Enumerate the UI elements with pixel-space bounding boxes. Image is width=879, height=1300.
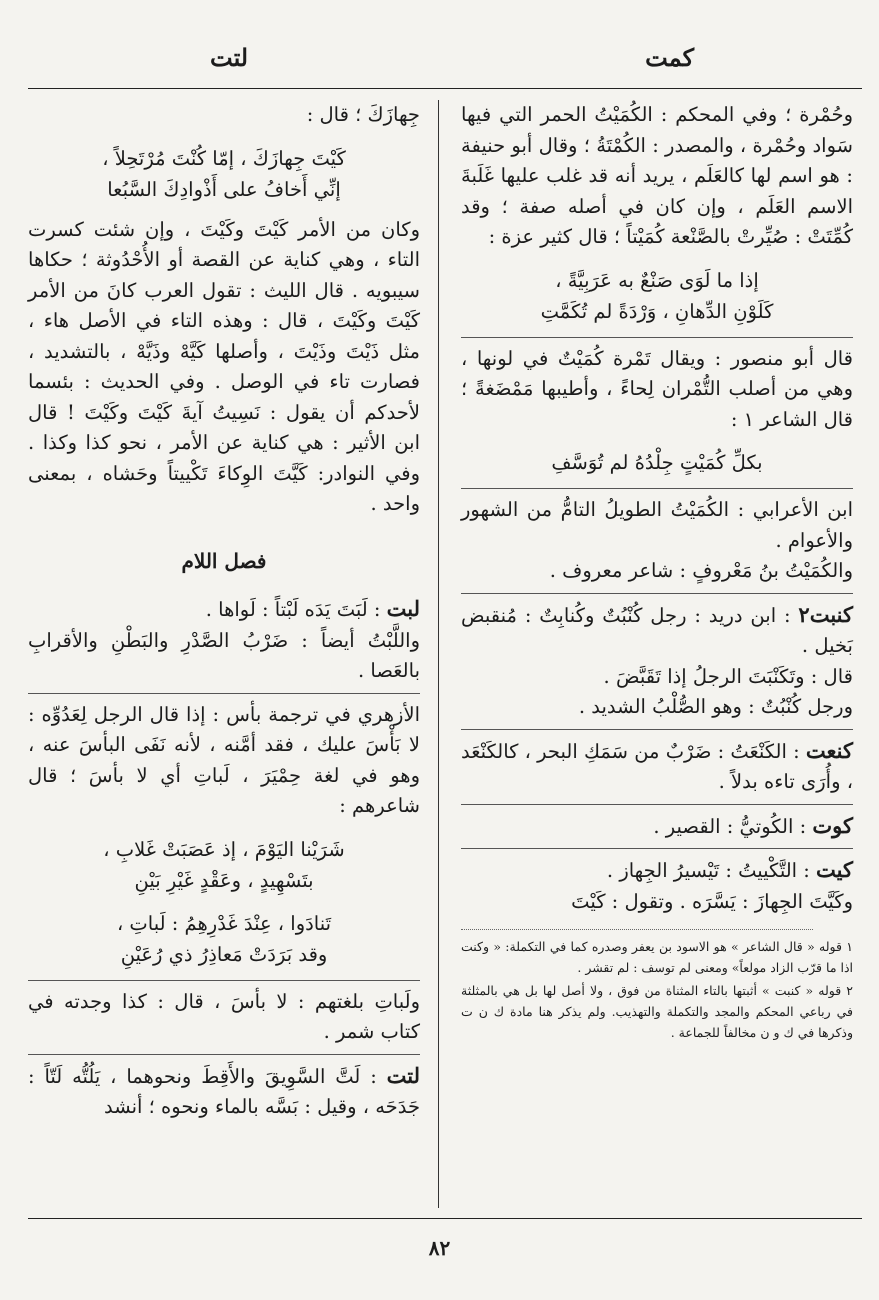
page-number: ٨٢: [428, 1236, 451, 1260]
paragraph: واللَّبْتُ أيضاً : ضَرْبُ الصَّدْرِ والبَطْنِ والأقرابِ بالعَصا .: [28, 628, 420, 682]
entry-root: كنبت٢: [798, 601, 853, 627]
separator-line: [461, 729, 853, 730]
paragraph: ابن الأعرابي : الكُمَيْتُ الطويلُ التامُّ من الشهور والأعوام .: [461, 498, 853, 552]
entry-text: : الكُوتيُّ : القصير .: [653, 814, 813, 838]
separator-line: [28, 980, 420, 981]
paragraph: وحُمْرة ؛ وفي المحكم : الكُمَيْتُ الحمر التي فيها سَواد وحُمْرة ، والمصدر : الكُمْتَةُ ؛ وقال أبو حنيفة : هو اسم لها كالعَلَم ، يريد أنه قد غلب عليها غَلَبةَ الاسم العَلَم ، وإن كان في أصله صفة ؛ وقد كُمِّتَتْ : صُيِّرتْ بالصَّنْعة كُمَيْتاً ؛ قال كثير عزة :: [461, 103, 853, 248]
footnote: ٢ قوله « كنبت » أثبتها بالتاء المثناة من فوق ، ولا أصل لها بل هي بالمثلثة في رباعي المحكم والمجد والتكملة والتهذيب. ولم يذكر هنا مادة ك ن ت وذكرها في ك و ن مخالفاً للجماعة .: [461, 983, 853, 1040]
verse: [28, 834, 420, 896]
verse-line: إذا ما لَوَى صَنْعٌ به عَرَبِيَّةً ،: [555, 268, 759, 292]
dictionary-entry: [461, 600, 853, 662]
verse-line: إنِّي أَخافُ على أَذْوادِكَ السَّبُعا: [107, 177, 341, 201]
dictionary-entry: [28, 1061, 420, 1123]
separator-line: [28, 693, 420, 694]
right-column: [461, 100, 853, 1045]
verse-line: تَنادَوا ، عِنْدَ غَدْرِهِمُ : لَباتِ ،: [116, 911, 332, 935]
entry-text: : لَبَتَ يَدَه لَبْتاً : لَواها .: [205, 598, 387, 621]
verse: [461, 447, 853, 478]
separator-line: [461, 593, 853, 594]
dictionary-entry: [461, 855, 853, 887]
left-column: [28, 100, 420, 1123]
paragraph: قال أبو منصور : ويقال تَمْرة كُمَيْتٌ في لونها ، وهي من أصلب التُّمْران لِحاءً ، وأطيبها مَمْضَغةً ؛ قال الشاعر ١ :: [461, 346, 853, 431]
entry-text: : لَتَّ السَّوِيقَ والأَقِطَ ونحوهما ، يَلُتُّه لَتّاً : جَدَحَه ، وقيل : بَسَّه بالماء ونحوه ؛ أنشد: [28, 1064, 420, 1118]
entry-text: : التَّكْييتُ : تَيْسيرُ الجِهاز .: [606, 859, 817, 882]
separator-line: [461, 337, 853, 338]
footnote-rule: [461, 929, 813, 930]
top-rule: [28, 88, 862, 89]
entry-root: لتت: [386, 1062, 420, 1088]
page-header: [0, 38, 879, 78]
paragraph: وكان من الأمر كَيْتَ وكَيْتَ ، وإن شئت كسرت التاء ، وهي كناية عن القصة أو الأُحْدُوثة ؛ حكاها سيبويه . قال الليث : تقول العرب كانَ من الأمر كَيْتَ وكَيْتَ ، قال : وهذه التاء في الأصل هاء ، مثل ذَيْتَ وذَيْتَ ، وأصلها كَيَّهْ وذَيَّهْ ، بالتشديد ، فصارت تاء في الوصل . وفي الحديث : بئسما لأحدكم أن يقول : نَسِيتُ آيةَ كَيْتَ وكَيْتَ ! قال ابن الأثير : هي كناية عن الأمر ، نحو كذا وكذا . وفي النوادر: كَيَّتَ الوِكاءَ تَكْييتاً وحَشاه ، بمعنى واحد .: [28, 217, 420, 515]
verse-line: كَيْتَ جِهازَكَ ، إمّا كُنْتَ مُرْتَحِلاً ،: [102, 146, 346, 170]
verse: [28, 908, 420, 970]
separator-line: [461, 488, 853, 489]
entry-text: : ابن دريد : رجل كُنْبُتٌ وكُنابِتٌ : مُنقبض بَخيل .: [461, 603, 853, 657]
verse-line: بكلِّ كُمَيْتٍ جِلْدُهُ لم تُوَسَّفِ: [551, 451, 763, 474]
paragraph: الأزهري في ترجمة بأس : إذا قال الرجل لِعَدُوِّه : لا بَأْسَ عليك ، فقد أمَّنه ، لأنه نَفَى البأسَ عنه ، وهو في لغة حِمْيَرَ ، لَباتِ أي لا بأسَ ؛ قال شاعرهم :: [28, 702, 420, 817]
paragraph: ولَباتِ بلغتهم : لا بأسَ ، قال : كذا وجدته في كتاب شمر .: [28, 989, 420, 1043]
paragraph: وكَيَّتَ الجِهازَ : يَسَّرَه . وتقول : كَيْتَ: [571, 889, 853, 913]
paragraph: ورجل كُنْبُتٌ : وهو الصُّلْبُ الشديد .: [578, 695, 853, 718]
column-divider: [438, 100, 439, 1208]
header-right-headword: كمت: [645, 43, 694, 72]
section-title: فصل اللام: [181, 548, 267, 573]
paragraph: جِهازَكَ ؛ قال :: [306, 103, 420, 126]
separator-line: [28, 1054, 420, 1055]
entry-text: : الكَنْعَتُ : ضَرْبٌ من سَمَكِ البحر ، كالكَنْعَد ، وأُرَى تاءه بدلاً .: [461, 739, 853, 793]
paragraph: قال : وتَكَنْبَتَ الرجلُ إذا تَقَبَّضَ .: [603, 664, 853, 688]
verse: [28, 143, 420, 205]
verse: [461, 265, 853, 327]
footnotes: [461, 936, 853, 1043]
dictionary-entry: [461, 736, 853, 798]
verse-line: شَرَيْنا اليَوْمَ ، إذ عَصَبَتْ غَلابِ ،: [103, 837, 345, 861]
entry-root: كوت: [812, 812, 853, 838]
verse-line: وقد بَرَدَتْ مَعاذِرُ ذي رُعَيْنِ: [120, 942, 328, 966]
footnote: ١ قوله « قال الشاعر » هو الاسود بن يعفر وصدره كما في التكملة: « وكنت اذا ما قرّب الزاد مولعاً» ومعنى لم توسف : لم تقشر .: [461, 939, 853, 975]
verse-line: كَلَوْنِ الدِّهانِ ، وَرْدَةً لم تُكَمَّتِ: [540, 299, 774, 323]
header-left-headword: لتت: [210, 43, 249, 72]
paragraph: والكُمَيْتُ بنُ مَعْروفٍ : شاعر معروف .: [549, 559, 853, 582]
separator-line: [461, 804, 853, 805]
bottom-rule: [28, 1218, 862, 1219]
separator-line: [461, 848, 853, 849]
dictionary-entry: [461, 811, 853, 843]
entry-root: كنعت: [805, 737, 853, 763]
dictionary-entry: [28, 594, 420, 626]
entry-root: لبت: [386, 596, 420, 621]
verse-line: بتَسْهِيدٍ ، وعَقْدٍ غَيْرِ بَيْنِ: [134, 868, 314, 892]
entry-root: كيت: [816, 857, 853, 882]
